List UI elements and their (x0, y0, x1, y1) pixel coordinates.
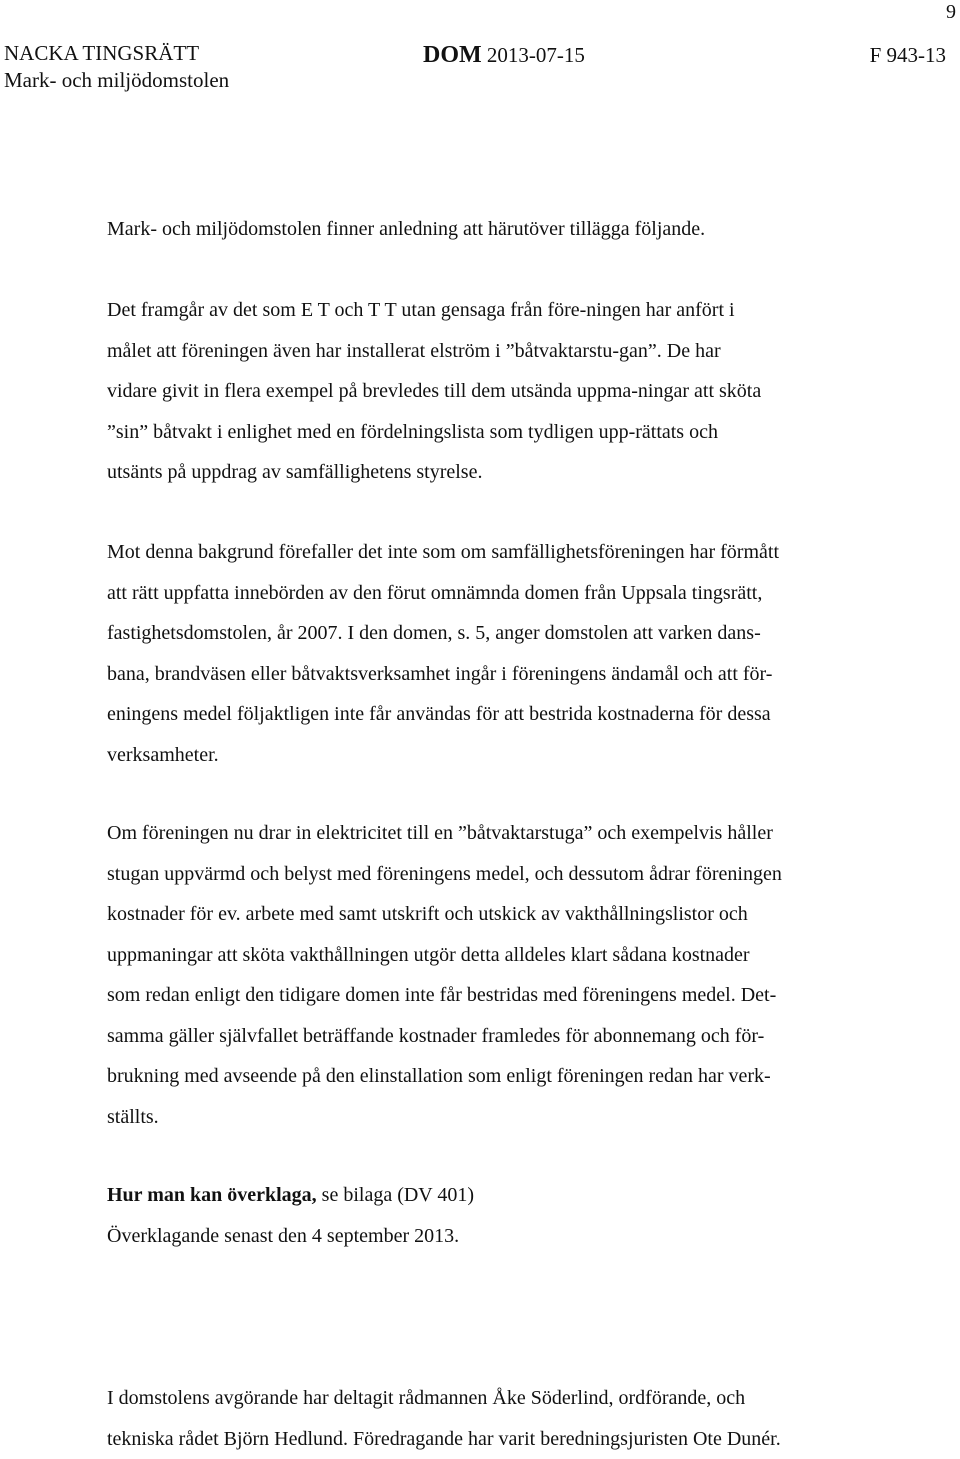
case-number: F 943-13 (870, 42, 946, 69)
text-line: som redan enligt den tidigare domen inte får bestridas med föreningens medel. Det- (107, 975, 907, 1016)
court-department: Mark- och miljödomstolen (4, 67, 229, 94)
appeal-heading: Hur man kan överklaga, (107, 1184, 317, 1206)
text-line: Det framgår av det som E T och T T utan gensaga från före-ningen har anfört i (107, 290, 907, 331)
court-name: NACKA TINGSRÄTT (4, 40, 199, 67)
paragraph-background (107, 532, 907, 775)
document-type-and-date (423, 42, 585, 69)
text-line: eningens medel följaktligen inte får användas för att bestrida kostnaderna för dessa (107, 694, 907, 735)
appeal-reference: se bilaga (DV 401) (317, 1184, 474, 1206)
document-type: DOM (423, 42, 482, 68)
text-line: I domstolens avgörande har deltagit rådmannen Åke Söderlind, ordförande, och (107, 1378, 907, 1419)
paragraph-electricity (107, 290, 907, 493)
text-line: verksamheter. (107, 735, 907, 776)
text-line: att rätt uppfatta innebörden av den förut omnämnda domen från Uppsala tingsrätt, (107, 573, 907, 614)
text-line: samma gäller självfallet beträffande kostnader framledes för abonnemang och för- (107, 1016, 907, 1057)
text-line: ”sin” båtvakt i enlighet med en fördelningslista som tydligen upp-rättats och (107, 412, 907, 453)
text-line: vidare givit in flera exempel på brevledes till dem utsända uppma-ningar att sköta (107, 371, 907, 412)
text-line: stugan uppvärmd och belyst med föreningens medel, och dessutom ådrar föreningen (107, 854, 907, 895)
appeal-instructions (107, 1175, 907, 1216)
text-line: ställts. (107, 1097, 907, 1138)
paragraph-costs (107, 813, 907, 1137)
paragraph-intro (107, 209, 907, 250)
text-line: fastighetsdomstolen, år 2007. I den domen, s. 5, anger domstolen att varken dans- (107, 613, 907, 654)
document-date: 2013-07-15 (487, 43, 585, 67)
court-composition (107, 1378, 907, 1459)
appeal-section (107, 1175, 907, 1256)
text-line: brukning med avseende på den elinstallation som enligt föreningen redan har verk- (107, 1056, 907, 1097)
text-line: Mot denna bakgrund förefaller det inte som om samfällighetsföreningen har förmått (107, 532, 907, 573)
text-line: Mark- och miljödomstolen finner anledning att härutöver tillägga följande. (107, 209, 907, 250)
text-line: kostnader för ev. arbete med samt utskrift och utskick av vakthållningslistor och (107, 894, 907, 935)
text-line: bana, brandväsen eller båtvaktsverksamhet ingår i föreningens ändamål och att för- (107, 654, 907, 695)
text-line: tekniska rådet Björn Hedlund. Föredragande har varit beredningsjuristen Ote Dunér. (107, 1419, 907, 1459)
text-line: Om föreningen nu drar in elektricitet till en ”båtvaktarstuga” och exempelvis håller (107, 813, 907, 854)
text-line: uppmaningar att sköta vakthållningen utgör detta alldeles klart sådana kostnader (107, 935, 907, 976)
appeal-deadline: Överklagande senast den 4 september 2013. (107, 1216, 907, 1257)
text-line: målet att föreningen även har installerat elström i ”båtvaktarstu-gan”. De har (107, 331, 907, 372)
page-number: 9 (946, 0, 956, 24)
text-line: utsänts på uppdrag av samfällighetens styrelse. (107, 452, 907, 493)
